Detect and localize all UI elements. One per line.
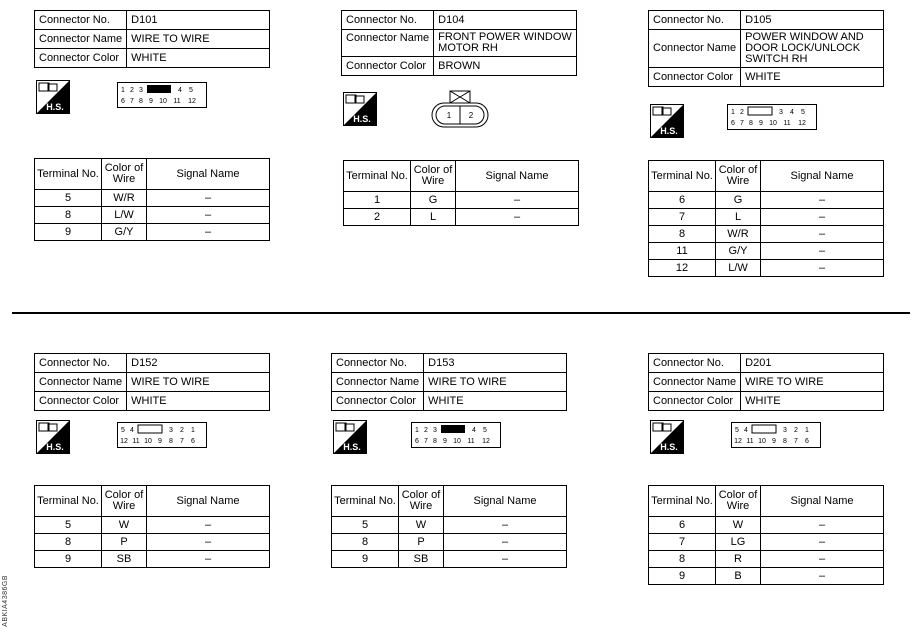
pin-number: 1 (121, 87, 125, 94)
pin-number: 3 (433, 427, 437, 434)
table-row (35, 534, 270, 551)
pin-number: 1 (415, 427, 419, 434)
table-cell: 5 (35, 517, 102, 534)
table-row (35, 207, 270, 224)
table-cell: 8 (649, 551, 716, 568)
table-cell: 8 (649, 226, 716, 243)
table-cell: B (716, 568, 761, 585)
pin-number: 10 (159, 98, 167, 105)
pin-number: 7 (180, 438, 184, 445)
table-cell: G (411, 192, 456, 209)
info-cell: Connector Name (332, 373, 424, 392)
connector-info-table (648, 353, 884, 411)
table-cell: – (147, 207, 270, 224)
table-cell: SB (399, 551, 444, 568)
table-header-cell: Signal Name (761, 161, 884, 192)
pin-number: 4 (472, 427, 476, 434)
table-cell: 8 (332, 534, 399, 551)
table-cell: 11 (649, 243, 716, 260)
pin-number: 5 (483, 427, 487, 434)
table-cell: – (761, 551, 884, 568)
table-cell: – (761, 517, 884, 534)
info-cell: Connector No. (342, 11, 434, 30)
table-cell: – (147, 190, 270, 207)
info-cell: POWER WINDOW AND DOOR LOCK/UNLOCK SWITCH RH (741, 30, 884, 68)
pin-number: 11 (173, 98, 181, 105)
table-cell: – (147, 224, 270, 241)
info-cell: Connector Name (35, 373, 127, 392)
harness-side-icon (36, 80, 70, 114)
signal-name-header: Signal Name (147, 159, 270, 190)
terminal-table (34, 485, 270, 568)
connector-info-table (34, 10, 270, 68)
table-row (344, 192, 579, 209)
connector-name-label: Connector Name (35, 30, 127, 49)
table-cell: 12 (649, 260, 716, 277)
table-cell: 8 (35, 534, 102, 551)
harness-side-icon (650, 420, 684, 454)
hs-text: H.S. (46, 442, 64, 452)
section-divider (12, 312, 910, 314)
harness-side-icon (343, 92, 377, 126)
table-row (649, 517, 884, 534)
figure-code: ABKIA4386GB (2, 575, 9, 627)
table-header-cell: Color of Wire (716, 486, 761, 517)
pin-number: 10 (758, 438, 766, 445)
info-cell: D201 (741, 354, 884, 373)
table-cell: 9 (35, 224, 102, 241)
pin-number: 5 (189, 87, 193, 94)
table-cell: – (444, 534, 567, 551)
table-header-cell: Terminal No. (649, 486, 716, 517)
table-cell: W (399, 517, 444, 534)
terminal-table (331, 485, 567, 568)
pin-number: 6 (191, 438, 195, 445)
table-cell: R (716, 551, 761, 568)
table-header-cell: Terminal No. (649, 161, 716, 192)
pin-number: 4 (744, 427, 748, 434)
table-cell: W (102, 517, 147, 534)
connector-color-label: Connector Color (35, 49, 127, 68)
hs-text: H.S. (46, 102, 64, 112)
table-row (344, 209, 579, 226)
harness-side-icon (650, 104, 684, 138)
table-cell: 6 (649, 192, 716, 209)
table-row (649, 534, 884, 551)
table-cell: G/Y (102, 224, 147, 241)
table-cell: 2 (344, 209, 411, 226)
info-cell: D104 (434, 11, 577, 30)
info-cell: Connector No. (35, 354, 127, 373)
connector-info-table (648, 10, 884, 87)
table-cell: – (456, 192, 579, 209)
pin-number: 9 (772, 438, 776, 445)
pin-number: 7 (130, 98, 134, 105)
info-cell: WIRE TO WIRE (741, 373, 884, 392)
table-row (35, 517, 270, 534)
table-header-cell: Signal Name (761, 486, 884, 517)
table-cell: 9 (332, 551, 399, 568)
info-cell: FRONT POWER WINDOW MOTOR RH (434, 30, 577, 57)
pin-number: 2 (794, 427, 798, 434)
pin-number: 3 (139, 87, 143, 94)
table-row (35, 551, 270, 568)
pin-number: 1 (446, 111, 452, 120)
pin-number: 3 (783, 427, 787, 434)
pin-number: 5 (801, 109, 805, 116)
connector-face-diagram (117, 422, 207, 448)
table-cell: LG (716, 534, 761, 551)
table-cell: – (761, 209, 884, 226)
table-header-cell: Terminal No. (35, 486, 102, 517)
pin-number: 7 (794, 438, 798, 445)
table-cell: – (444, 551, 567, 568)
terminal-no-header: Terminal No. (35, 159, 102, 190)
table-row (649, 568, 884, 585)
info-cell: Connector Color (332, 392, 424, 411)
connector-face-diagram (411, 422, 501, 448)
pin-number: 8 (783, 438, 787, 445)
connector-face-diagram (731, 422, 821, 448)
table-cell: – (147, 551, 270, 568)
pin-number: 4 (178, 87, 182, 94)
connector-color-value: WHITE (127, 49, 270, 68)
terminal-table (343, 160, 579, 226)
table-header-cell: Signal Name (456, 161, 579, 192)
pin-number: 9 (149, 98, 153, 105)
connector-info-table (341, 10, 577, 76)
pin-number: 2 (424, 427, 428, 434)
connector-face-diagram (117, 82, 207, 108)
pin-number: 6 (805, 438, 809, 445)
pin-number: 2 (180, 427, 184, 434)
info-cell: WHITE (127, 392, 270, 411)
table-cell: L/W (716, 260, 761, 277)
info-cell: Connector Color (35, 392, 127, 411)
info-cell: D153 (424, 354, 567, 373)
table-row (649, 192, 884, 209)
info-cell: Connector No. (649, 11, 741, 30)
table-cell: – (761, 568, 884, 585)
table-cell: L (411, 209, 456, 226)
pin-number: 12 (734, 438, 742, 445)
table-cell: – (147, 534, 270, 551)
connector-face-diagram (727, 104, 817, 130)
pin-number: 1 (731, 109, 735, 116)
info-cell: Connector Color (649, 68, 741, 87)
table-header-cell: Color of Wire (716, 161, 761, 192)
pin-number: 12 (120, 438, 128, 445)
pin-number: 12 (188, 98, 196, 105)
table-cell: SB (102, 551, 147, 568)
pin-number: 5 (735, 427, 739, 434)
pin-number: 11 (132, 438, 140, 445)
pin-number: 8 (139, 98, 143, 105)
table-row (35, 190, 270, 207)
info-cell: WHITE (741, 392, 884, 411)
table-row (649, 260, 884, 277)
table-cell: – (761, 192, 884, 209)
info-cell: Connector Color (649, 392, 741, 411)
table-row (649, 551, 884, 568)
table-row (649, 209, 884, 226)
info-cell: WHITE (424, 392, 567, 411)
table-cell: – (761, 534, 884, 551)
table-cell: W (716, 517, 761, 534)
hs-text: H.S. (660, 442, 678, 452)
info-cell: Connector Color (342, 57, 434, 76)
connector-info-table (331, 353, 567, 411)
info-cell: WIRE TO WIRE (127, 373, 270, 392)
table-row (649, 226, 884, 243)
info-cell: Connector No. (649, 354, 741, 373)
hs-text: H.S. (343, 442, 361, 452)
terminal-table (34, 158, 270, 241)
table-header-cell: Terminal No. (332, 486, 399, 517)
pin-number: 9 (759, 120, 763, 127)
table-cell: 9 (649, 568, 716, 585)
table-cell: P (399, 534, 444, 551)
terminal-table (648, 485, 884, 585)
pin-number: 10 (453, 438, 461, 445)
table-cell: – (444, 517, 567, 534)
table-cell: – (456, 209, 579, 226)
connector-no-value: D101 (127, 11, 270, 30)
table-row (332, 534, 567, 551)
table-cell: G (716, 192, 761, 209)
pin-number: 8 (749, 120, 753, 127)
info-cell: Connector Name (342, 30, 434, 57)
table-cell: – (761, 243, 884, 260)
table-cell: 9 (35, 551, 102, 568)
pin-number: 10 (144, 438, 152, 445)
pin-number: 2 (740, 109, 744, 116)
table-header-cell: Signal Name (147, 486, 270, 517)
pin-number: 6 (121, 98, 125, 105)
pin-number: 11 (467, 438, 475, 445)
pin-number: 6 (415, 438, 419, 445)
pin-number: 11 (746, 438, 754, 445)
hs-text: H.S. (660, 126, 678, 136)
pin-number: 1 (191, 427, 195, 434)
table-cell: P (102, 534, 147, 551)
table-cell: W/R (102, 190, 147, 207)
pin-number: 11 (783, 120, 791, 127)
pin-number: 10 (769, 120, 777, 127)
pin-number: 3 (169, 427, 173, 434)
table-cell: 5 (35, 190, 102, 207)
table-cell: W/R (716, 226, 761, 243)
table-header-cell: Signal Name (444, 486, 567, 517)
table-cell: – (147, 517, 270, 534)
table-cell: 7 (649, 534, 716, 551)
pin-number: 4 (790, 109, 794, 116)
table-cell: 8 (35, 207, 102, 224)
table-row (332, 551, 567, 568)
connector-face-diagram (428, 88, 492, 130)
table-cell: L (716, 209, 761, 226)
table-cell: 1 (344, 192, 411, 209)
table-row (332, 517, 567, 534)
terminal-table (648, 160, 884, 277)
info-cell: D105 (741, 11, 884, 30)
table-header-cell: Terminal No. (344, 161, 411, 192)
pin-number: 12 (798, 120, 806, 127)
harness-side-icon (36, 420, 70, 454)
pin-number: 4 (130, 427, 134, 434)
pin-number: 9 (158, 438, 162, 445)
pin-number: 8 (169, 438, 173, 445)
pin-number: 8 (433, 438, 437, 445)
table-header-cell: Color of Wire (411, 161, 456, 192)
pin-number: 7 (740, 120, 744, 127)
info-cell: Connector Name (649, 373, 741, 392)
info-cell: WHITE (741, 68, 884, 87)
info-cell: D152 (127, 354, 270, 373)
table-cell: L/W (102, 207, 147, 224)
table-cell: – (761, 226, 884, 243)
info-cell: Connector Name (649, 30, 741, 68)
pin-number: 1 (805, 427, 809, 434)
pin-number: 9 (443, 438, 447, 445)
pin-number: 2 (468, 111, 474, 120)
info-cell: WIRE TO WIRE (424, 373, 567, 392)
info-cell: BROWN (434, 57, 577, 76)
pin-number: 5 (121, 427, 125, 434)
harness-side-icon (333, 420, 367, 454)
hs-text: H.S. (353, 114, 371, 124)
table-row (649, 243, 884, 260)
table-row (35, 224, 270, 241)
color-of-wire-header: Color of Wire (102, 159, 147, 190)
pin-number: 7 (424, 438, 428, 445)
pin-number: 2 (130, 87, 134, 94)
connector-info-table (34, 353, 270, 411)
table-cell: G/Y (716, 243, 761, 260)
pin-number: 6 (731, 120, 735, 127)
table-cell: 5 (332, 517, 399, 534)
table-cell: 6 (649, 517, 716, 534)
table-cell: 7 (649, 209, 716, 226)
table-cell: – (761, 260, 884, 277)
table-header-cell: Color of Wire (399, 486, 444, 517)
connector-name-value: WIRE TO WIRE (127, 30, 270, 49)
table-header-cell: Color of Wire (102, 486, 147, 517)
pin-number: 12 (482, 438, 490, 445)
connector-no-label: Connector No. (35, 11, 127, 30)
pin-number: 3 (779, 109, 783, 116)
info-cell: Connector No. (332, 354, 424, 373)
